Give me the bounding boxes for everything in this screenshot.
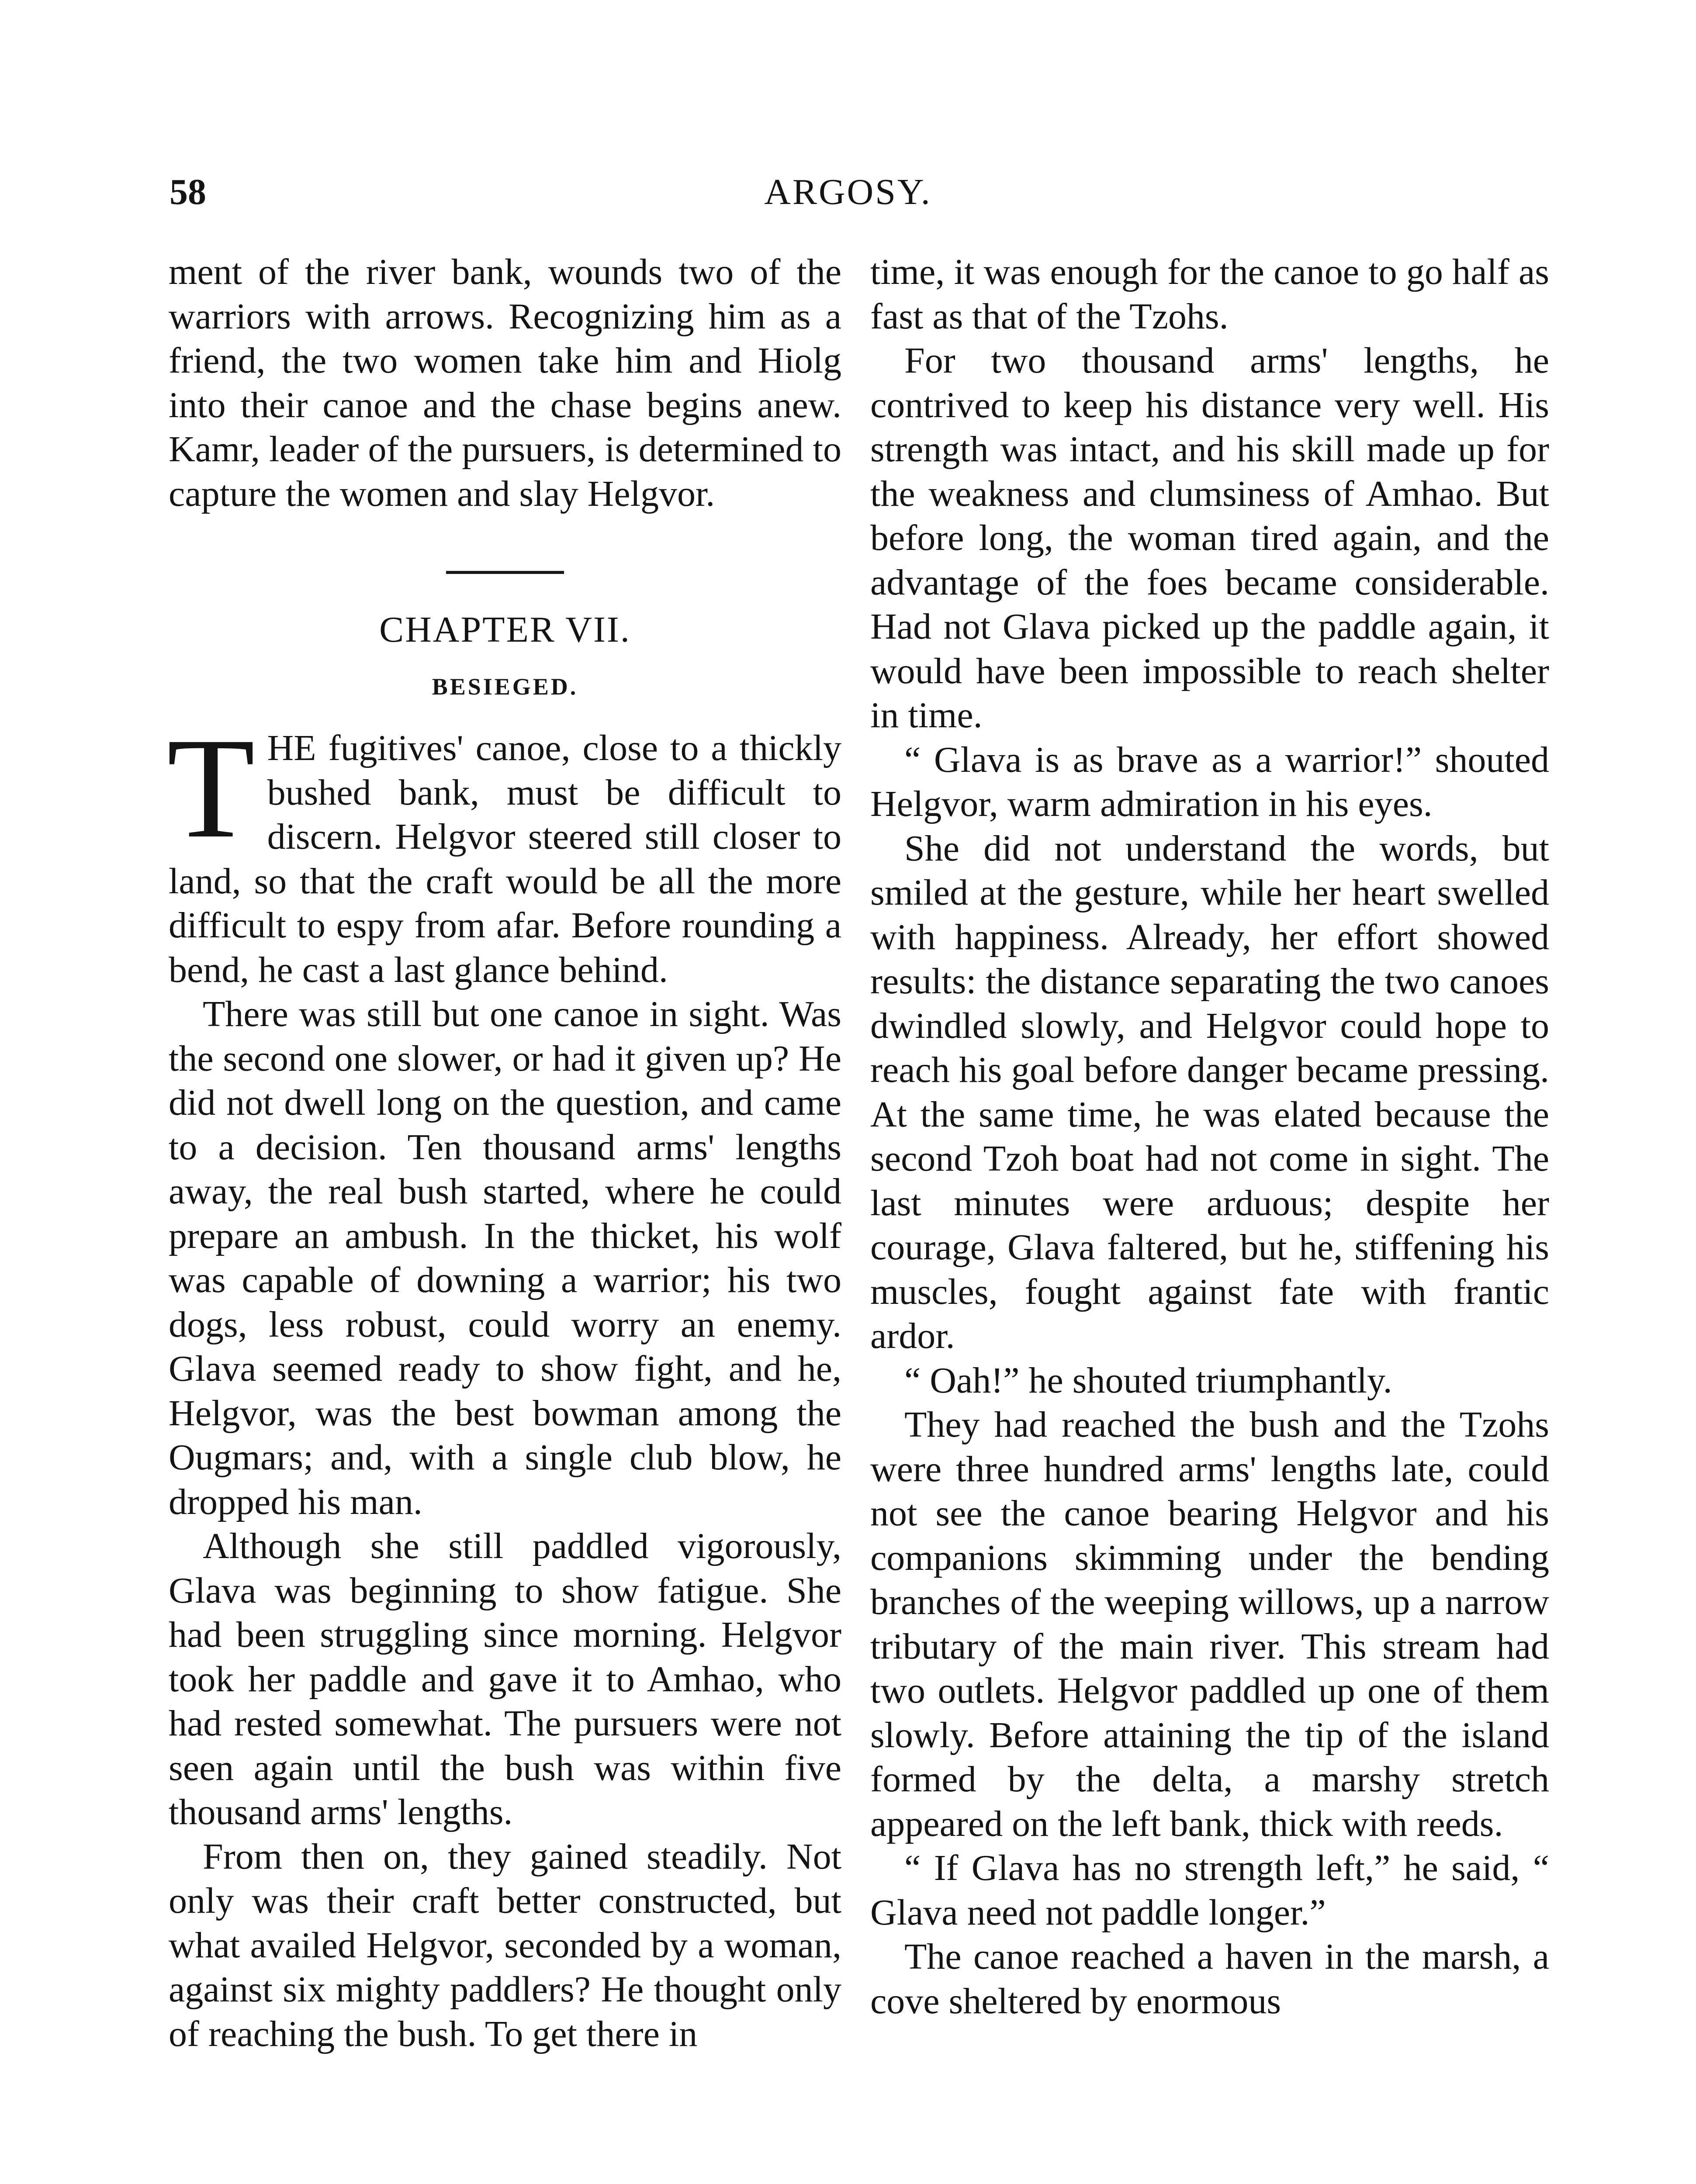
drop-cap: T bbox=[167, 708, 255, 868]
chapter-rule bbox=[446, 571, 564, 574]
body-paragraph: For two thousand arms' lengths, he contrived to keep his distance very well. His strength was intact, and his skill made up for the weakness and clumsiness of Amhao. But before long, the woman tired again, and the advantage of the foes became considerable. Had not Glava picked up the paddle again, it would have been impossible to reach shelter in time. bbox=[870, 340, 1549, 736]
body-paragraph: There was still but one canoe in sight. Was the second one slower, or had it given up? He did not dwell long on the question, and came to a decision. Ten thousand arms' lengths away, the real bush started, where he could prepare an ambush. In the thicket, his wolf was capable of downing a warrior; his two dogs, less robust, could worry an enemy. Glava seemed ready to show fight, and he, Helgvor, was the best bowman among the Ougmars; and, with a single club blow, he dropped his man. bbox=[169, 994, 841, 1522]
paragraph-text: HE fugitives' canoe, close to a thickly bushed bank, must be difficult to discern. Helgvor steered still closer to land, so that the craft would be all the more difficult to espy from afar. Before rounding a bend, he cast a last glance behind. bbox=[169, 728, 841, 990]
page-number: 58 bbox=[170, 172, 206, 212]
body-paragraph: From then on, they gained steadily. Not only was their craft better constructed, but what availed Helgvor, seconded by a woman, against six mighty paddlers? He thought only of reaching the bush. To get there in bbox=[169, 1836, 841, 2054]
body-paragraph: The canoe reached a haven in the marsh, a cove sheltered by enormous bbox=[870, 1936, 1549, 2022]
body-paragraph: Although she still paddled vigorously, Glava was beginning to show fatigue. She had been struggling since morning. Helgvor took her paddle and gave it to Amhao, who had rested somewhat. The pursuers were not seen again until the bush was within five thousand arms' lengths. bbox=[169, 1526, 841, 1832]
body-paragraph: “ Oah!” he shouted triumphantly. bbox=[904, 1360, 1392, 1401]
left-column bbox=[169, 250, 841, 2056]
body-paragraph: “ Glava is as brave as a warrior!” shouted Helgvor, warm admiration in his eyes. bbox=[870, 739, 1549, 824]
body-paragraph: “ If Glava has no strength left,” he said, “ Glava need not paddle longer.” bbox=[870, 1848, 1549, 1933]
body-paragraph: She did not understand the words, but smiled at the gesture, while her heart swelled with happiness. Already, her effort showed results: the distance separating the two canoes dwindled slowly, and Helgvor could hope to reach his goal before danger became pressing. At the same time, he was elated because the second Tzoh boat had not come in sight. The last minutes were arduous; despite her courage, Glava faltered, but he, stiffening his muscles, fought against fate with frantic ardor. bbox=[870, 828, 1549, 1356]
body-paragraph: time, it was enough for the canoe to go half as fast as that of the Tzohs. bbox=[870, 252, 1549, 337]
body-paragraph: They had reached the bush and the Tzohs were three hundred arms' lengths late, could not see the canoe bearing Helgvor and his companions skimming under the bending branches of the weeping willows, up a narrow tributary of the main river. This stream had two outlets. Helgvor paddled up one of them slowly. Before attaining the tip of the island formed by the delta, a marshy stretch appeared on the left bank, thick with reeds. bbox=[870, 1404, 1549, 1844]
running-head: ARGOSY. bbox=[764, 172, 932, 212]
chapter-subtitle: BESIEGED. bbox=[432, 674, 578, 700]
right-column bbox=[870, 250, 1549, 2023]
body-paragraph bbox=[167, 708, 841, 992]
chapter-title: CHAPTER VII. bbox=[379, 609, 631, 650]
intro-paragraph: ment of the river bank, wounds two of the warriors with arrows. Recognizing him as a friend, the two women take him and Hiolg into their canoe and the chase begins anew. Kamr, leader of the pursuers, is determined to capture the women and slay Helgvor. bbox=[169, 252, 841, 514]
